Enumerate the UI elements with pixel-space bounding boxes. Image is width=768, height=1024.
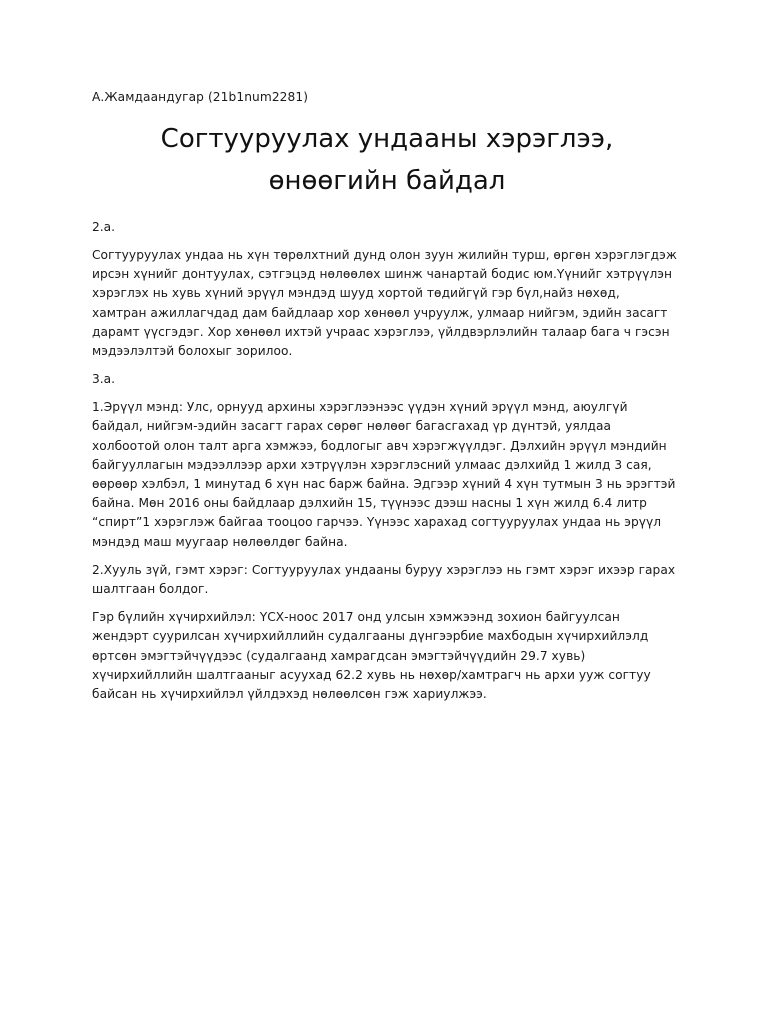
paragraph-line: мэндэд маш муугаар нөлөөлдөг байна. bbox=[92, 534, 348, 549]
paragraph-line: байсан нь хүчирхийлэл үйлдэхэд нөлөөлсөн гэж хариулжээ. bbox=[92, 687, 487, 702]
title-line: Согтууруулах ундааны хэрэглээ, bbox=[160, 124, 614, 154]
paragraph-line: өртсөн эмэгтэйчүүдээс (судалгаанд хамрагдсан эмэгтэйчүүдийн 29.7 хувь) bbox=[92, 648, 586, 663]
paragraph-line: өөрөөр хэлбэл, 1 минутад 6 хүн нас барж байна. Эдгээр хүний 4 хүн тутмын 3 нь эрэгтэй bbox=[92, 477, 676, 492]
paragraph-line: шалтгаан болдог. bbox=[92, 582, 209, 597]
title-line: өнөөгийн байдал bbox=[268, 166, 506, 196]
paragraph-line: хэрэглэх нь хувь хүний эрүүл мэндэд шууд хортой төдийгүй гэр бүл,найз нөхөд, bbox=[92, 286, 620, 301]
paragraph-line: байдал, нийгэм-эдийн засагт гарах сөрөг нөлөөг багасгахад үр дүнтэй, уялдаа bbox=[92, 419, 612, 434]
document-body bbox=[92, 88, 682, 713]
paragraph-line: мэдээлэлтэй болохыг зорилоо. bbox=[92, 344, 293, 359]
paragraph-line: Согтууруулах ундаа нь хүн төрөлхтний дунд олон зуун жилийн турш, өргөн хэрэглэгдэж bbox=[92, 248, 677, 262]
paragraph-line: 2.Хууль зүй, гэмт хэрэг: Согтууруулах ундааны буруу хэрэглээ нь гэмт хэрэг ихээр гарах bbox=[92, 562, 676, 577]
document-title bbox=[92, 118, 682, 202]
section-label-3a: 3.а. bbox=[92, 372, 115, 387]
crime-paragraph bbox=[92, 561, 682, 599]
paragraph-line: хүчирхийллийн шалтгааныг асуухад 62.2 хувь нь нөхөр/хамтрагч нь архи ууж согтуу bbox=[92, 667, 651, 682]
author-line: А.Жамдаандугар (21b1num2281) bbox=[92, 90, 309, 104]
paragraph-line: байна. Мөн 2016 оны байдлаар дэлхийн 15, түүнээс дээш насны 1 хүн жилд 6.4 литр bbox=[92, 496, 647, 511]
paragraph-line: хамтран ажиллагчдад дам байдлаар хор хөнөөл учруулж, улмаар нийгэм, эдийн засагт bbox=[92, 305, 668, 320]
paragraph-line: дарамт үүсгэдэг. Хор хөнөөл ихтэй учраас хэрэглээ, үйлдвэрлэлийн талаар бага ч гэсэн bbox=[92, 324, 670, 339]
intro-paragraph bbox=[92, 246, 682, 361]
health-paragraph bbox=[92, 398, 682, 552]
paragraph-line: байгууллагын мэдээллээр архи хэтрүүлэн хэрэглэсний улмаас дэлхийд 1 жилд 3 сая, bbox=[92, 457, 652, 472]
paragraph-line: ирсэн хүнийг донтуулах, сэтгэцэд нөлөөлөх шинж чанартай бодис юм.Үүнийг хэтрүүлэн bbox=[92, 267, 673, 282]
paragraph-line: холбоотой олон талт арга хэмжээ, бодлогыг авч хэрэгжүүлдэг. Дэлхийн эрүүл мэндийн bbox=[92, 438, 667, 453]
paragraph-line: Гэр бүлийн хүчирхийлэл: ҮСХ-ноос 2017 онд улсын хэмжээнд зохион байгуулсан bbox=[92, 610, 620, 625]
section-label-2a: 2.а. bbox=[92, 220, 115, 234]
paragraph-line: жендэрт суурилсан хүчирхийллийн судалгааны дүнгээрбие махбодын хүчирхийлэлд bbox=[92, 629, 649, 644]
domestic-violence-paragraph bbox=[92, 608, 682, 704]
paragraph-line: “спирт”1 хэрэглэж байгаа тооцоо гарчээ. Үүнээс харахад согтууруулах ундаа нь эрүүл bbox=[92, 515, 662, 530]
paragraph-line: 1.Эрүүл мэнд: Улс, орнууд архины хэрэглээнээс үүдэн хүний эрүүл мэнд, аюулгүй bbox=[92, 400, 628, 415]
